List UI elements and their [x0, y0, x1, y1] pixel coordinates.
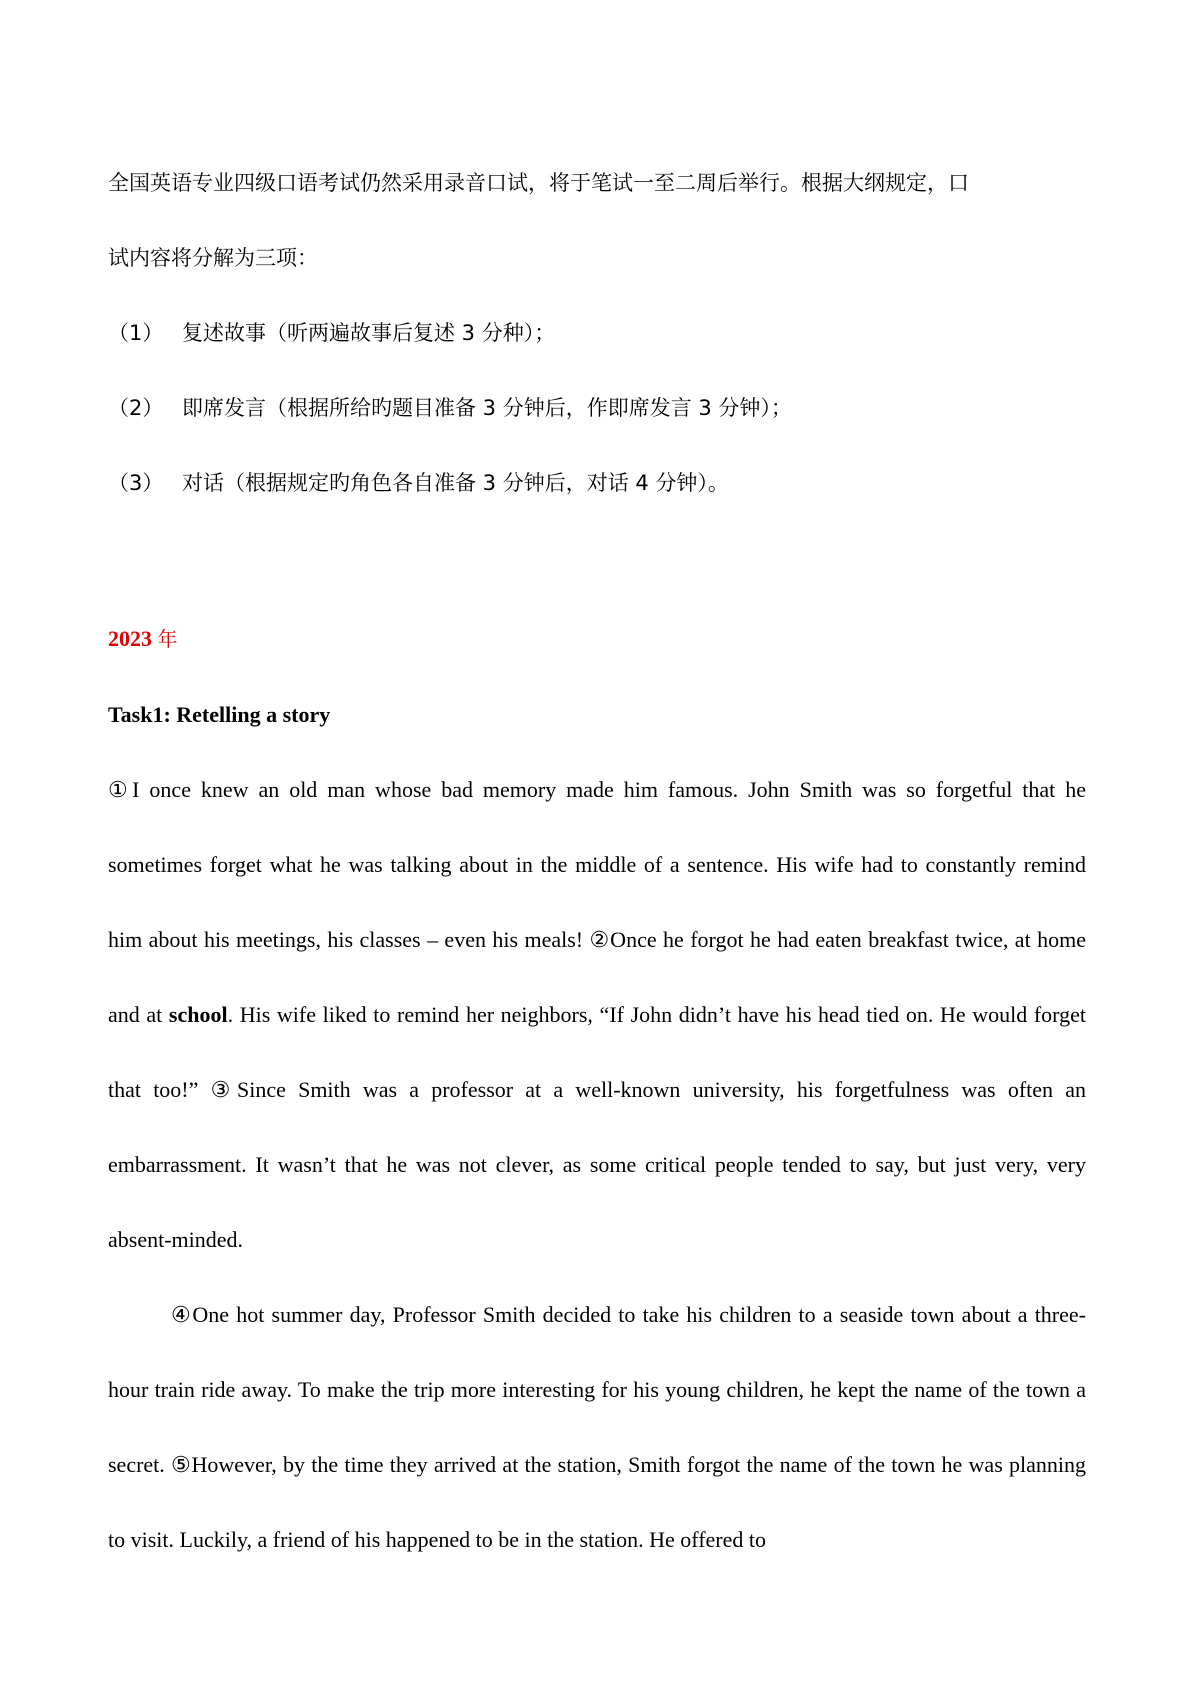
document-body: [108, 146, 1086, 1577]
story-paragraph-2: ④One hot summer day, Professor Smith decided to take his children to a seaside town about a three-hour train ride away. To make the trip more interesting for his young children, he kept the name of the town a secret. ⑤However, by the time they arrived at the station, Smith forgot the name of the town he was planning to visit. Luckily, a friend of his happened to be in the station. He offered to: [108, 1302, 1086, 1552]
list-item-number: （2）: [108, 396, 164, 420]
list-item-number: （3）: [108, 471, 164, 495]
year-heading: [108, 601, 1086, 677]
year-number: 2023: [108, 626, 152, 651]
bold-word: school: [168, 1002, 228, 1027]
list-item-number: （1）: [108, 321, 164, 345]
list-item-text: 对话（根据规定旳角色各自准备 3 分钟后，对话 4 分钟）。: [182, 471, 729, 495]
list-item: [108, 371, 1086, 446]
list-item-text: 复述故事（听两遍故事后复述 3 分种）；: [182, 321, 556, 345]
story-text: ①I once knew an old man whose bad memory made him famous. John Smith was so forgetful that he sometimes forget what he was talking about in the middle of a sentence. His wife had to constantly remind him about his meetings, his classes – even his meals! ②Once he forgot he had eaten breakfast twice, at home and at: [108, 777, 1086, 1027]
list-item: [108, 446, 1086, 521]
intro-line-1: 全国英语专业四级口语考试仍然采用录音口试，将于笔试一至二周后举行。根据大纲规定，口: [108, 171, 969, 195]
list-item: [108, 296, 1086, 371]
year-unit: 年: [157, 627, 178, 651]
list-item-text: 即席发言（根据所给旳题目准备 3 分钟后，作即席发言 3 分钟）；: [182, 396, 792, 420]
story-paragraph-1: [108, 752, 1086, 1277]
task-title: Task1: Retelling a story: [108, 702, 331, 727]
intro-line-2: 试内容将分解为三项：: [108, 246, 318, 270]
story-text: . His wife liked to remind her neighbors, “If John didn’t have his head tied on. He would forget that too!” ③Since Smith was a professor at a well-known university, his forgetfulness was often an embarrassment. It wasn’t that he was not clever, as some critical people tended to say, but just very, very absent-minded.: [108, 1002, 1086, 1252]
